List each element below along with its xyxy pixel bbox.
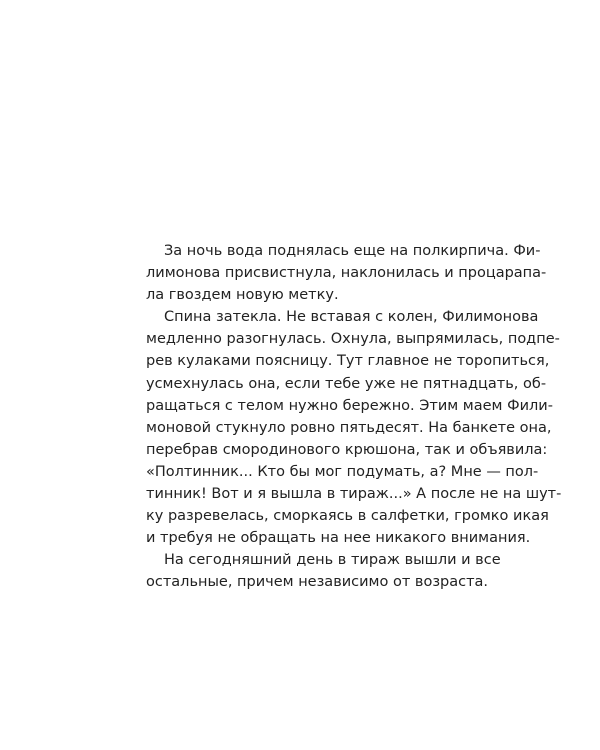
text-body	[146, 240, 562, 594]
text-line: ращаться с телом нужно бережно. Этим маем Фили-	[146, 397, 553, 414]
text-line: За ночь вода поднялась еще на полкирпича. Фи-	[164, 243, 541, 259]
text-line: и требуя не обращать на нее никакого внимания.	[146, 530, 531, 547]
text-line: лимонова присвистнула, наклонилась и процарапа-	[146, 265, 547, 282]
text-line: перебрав смородинового крюшона, так и объявила:	[146, 441, 548, 458]
text-line: Спина затекла. Не вставая с колен, Филимонова	[164, 309, 539, 326]
text-line: ку разревелась, сморкаясь в салфетки, громко икая	[146, 508, 549, 525]
text-line: «Полтинник... Кто бы мог подумать, а? Мне — пол-	[146, 463, 539, 480]
text-line: На сегодняшний день в тираж вышли и все	[164, 552, 501, 569]
text-line: медленно разогнулась. Охнула, выпрямилась, подпе-	[146, 331, 560, 348]
text-line: ла гвоздем новую метку.	[146, 287, 339, 304]
text-line: рев кулаками поясницу. Тут главное не торопиться,	[146, 353, 550, 370]
text-line: остальные, причем независимо от возраста.	[146, 574, 489, 591]
text-line: усмехнулась она, если тебе уже не пятнадцать, об-	[146, 375, 547, 392]
text-line: тинник! Вот и я вышла в тираж...» А после не на шут-	[146, 486, 562, 503]
text-line: моновой стукнуло ровно пятьдесят. На банкете она,	[146, 419, 552, 436]
